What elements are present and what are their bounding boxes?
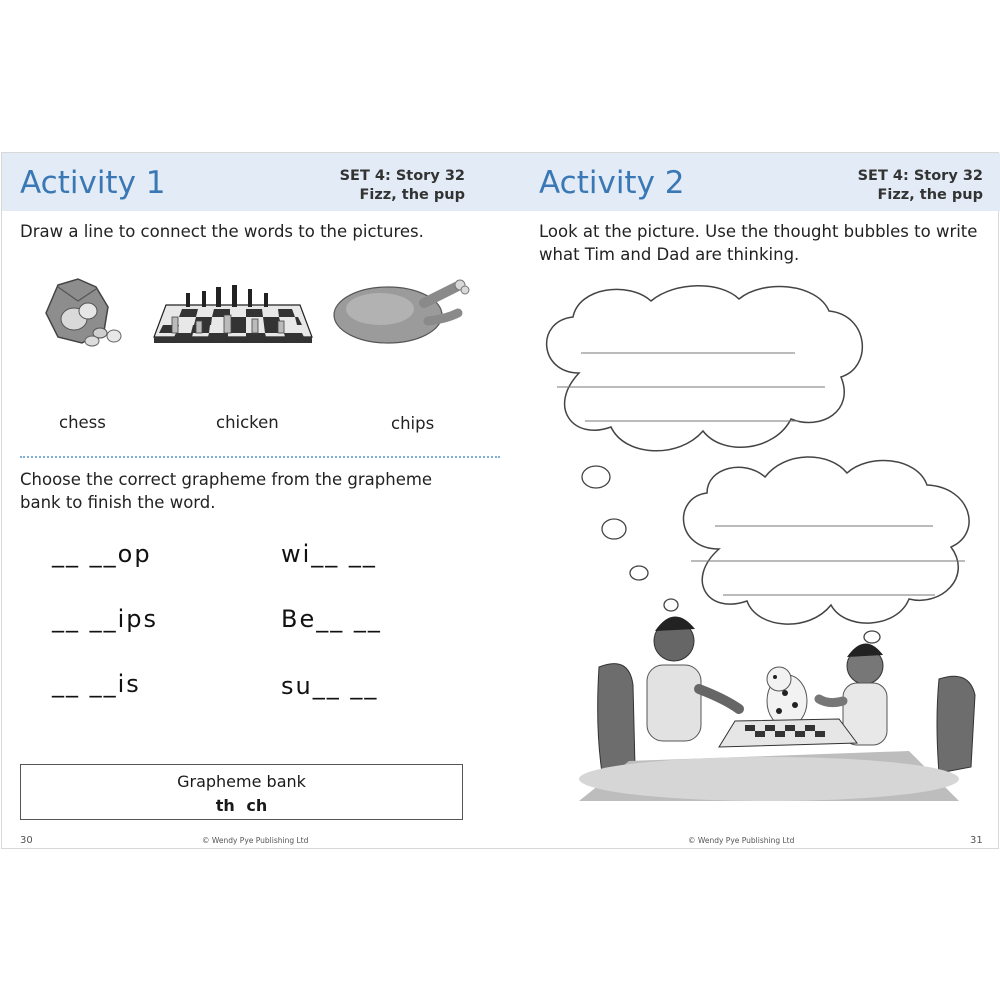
- chicken-picture: [332, 275, 472, 347]
- grapheme-bank-items: th ch: [215, 796, 268, 815]
- grapheme-word: __ __op: [52, 540, 152, 568]
- grapheme-word: __ __ips: [52, 605, 159, 633]
- instruction-thought-bubbles: Look at the picture. Use the thought bubbles to write what Tim and Dad are thinking.: [539, 222, 978, 264]
- grapheme-bank-title: Grapheme bank: [177, 772, 306, 791]
- chips-picture: [38, 273, 130, 353]
- grapheme-word: wi__ __: [281, 540, 377, 568]
- workbook-spread: [1, 152, 999, 849]
- thought-bubble-1: [547, 286, 863, 451]
- set-line: SET 4: Story 32: [857, 168, 983, 184]
- story-label: [340, 167, 465, 205]
- right-page: [501, 153, 1000, 848]
- activity-title: Activity 2: [539, 165, 685, 201]
- instruction-grapheme: Choose the correct grapheme from the grapheme bank to finish the word.: [20, 470, 433, 512]
- section-divider: [20, 456, 500, 458]
- grapheme-word: Be__ __: [281, 605, 382, 633]
- grapheme-word: su__ __: [281, 672, 379, 700]
- story-label: [858, 167, 983, 205]
- chess-scene-illustration: [579, 616, 975, 801]
- word-chicken: chicken: [216, 413, 279, 432]
- set-line: SET 4: Story 32: [339, 168, 465, 184]
- page-number: 30: [20, 835, 33, 846]
- instruction-connect: Draw a line to connect the words to the pictures.: [20, 222, 424, 241]
- story-title: Fizz, the pup: [359, 187, 465, 203]
- chess-picture: [152, 281, 314, 347]
- thought-bubble-scene: [539, 281, 979, 801]
- copyright: © Wendy Pye Publishing Ltd: [202, 836, 309, 845]
- word-chips: chips: [391, 414, 435, 433]
- left-page: [2, 153, 501, 848]
- story-title: Fizz, the pup: [877, 187, 983, 203]
- page-number: 31: [970, 835, 983, 846]
- word-chess: chess: [59, 413, 106, 432]
- grapheme-word: __ __is: [52, 670, 141, 698]
- activity-title: Activity 1: [20, 165, 166, 201]
- thought-bubble-2: [684, 457, 970, 624]
- copyright: © Wendy Pye Publishing Ltd: [688, 836, 795, 845]
- grapheme-bank: [20, 764, 463, 820]
